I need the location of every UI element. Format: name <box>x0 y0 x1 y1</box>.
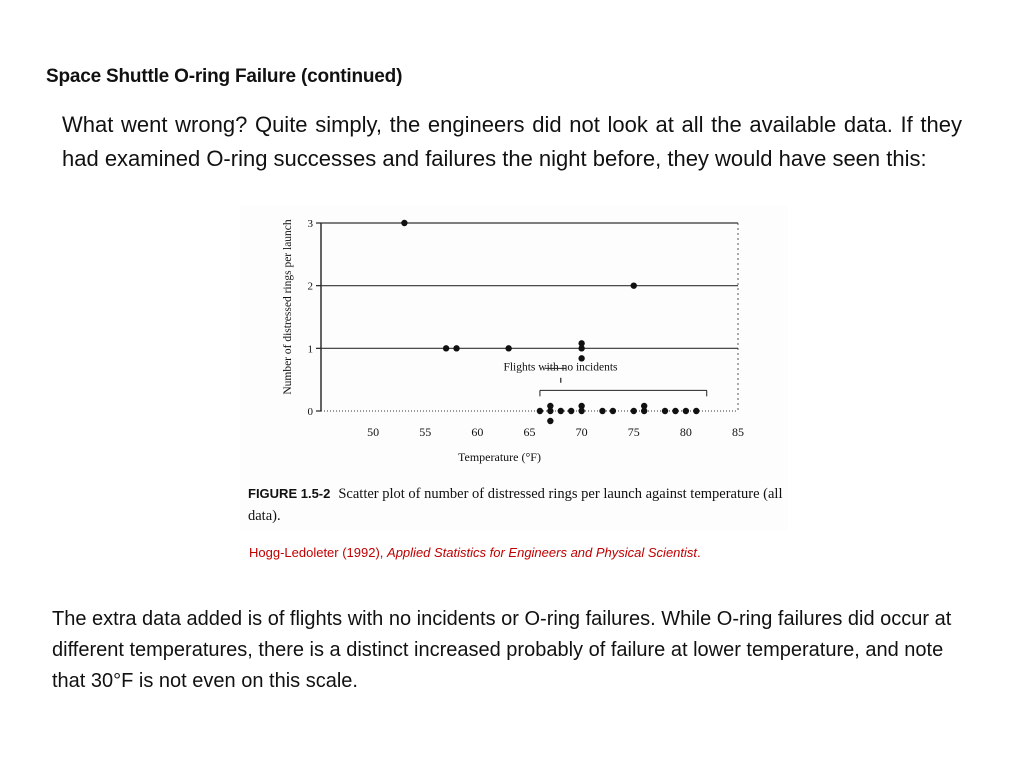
data-point <box>547 403 553 409</box>
scatter-chart <box>240 206 788 530</box>
figure-caption-text: Scatter plot of number of distressed rings per launch against temperature (all data). <box>248 486 783 524</box>
intro-paragraph: What went wrong? Quite simply, the engineers did not look at all the available data. If they had examined O-ring successes and failures the night before, they would have seen this: <box>62 112 962 171</box>
figure-image <box>240 206 788 530</box>
x-tick-label: 70 <box>575 425 588 439</box>
x-tick-label: 75 <box>627 425 640 439</box>
figure-label: FIGURE 1.5-2 <box>248 486 331 501</box>
data-point <box>568 408 574 414</box>
y-tick-label: 1 <box>307 343 313 356</box>
citation-prefix: Hogg-Ledoleter (1992), <box>249 545 388 560</box>
data-point <box>505 345 511 351</box>
citation-suffix: . <box>697 545 701 560</box>
conclusion-paragraph: The extra data added is of flights with no incidents or O-ring failures. While O-ring failures did occur at different temperatures, there is a distinct increased probably of failure at lower temperature, and note that 30°F is not even on this scale. <box>52 608 952 692</box>
y-tick-label: 0 <box>307 406 313 418</box>
y-tick-label: 2 <box>307 280 313 293</box>
data-point <box>578 340 584 346</box>
data-point <box>610 408 616 414</box>
data-point <box>662 408 668 414</box>
x-axis-label: Temperature (°F) <box>458 450 541 464</box>
x-tick-label: 60 <box>471 425 484 439</box>
data-point <box>578 403 584 409</box>
y-axis-label: Number of distressed rings per launch <box>282 219 294 395</box>
data-point <box>693 408 699 414</box>
x-tick-label: 55 <box>419 425 432 439</box>
data-point <box>537 408 543 414</box>
annotation-text: Flights with no incidents <box>503 361 618 374</box>
data-point <box>558 408 564 414</box>
slide-title: Space Shuttle O-ring Failure (continued) <box>46 66 403 87</box>
data-point <box>631 282 637 288</box>
data-point <box>401 220 407 226</box>
data-point <box>683 408 689 414</box>
x-tick-label: 80 <box>679 425 692 439</box>
data-point <box>547 418 553 424</box>
data-point <box>672 408 678 414</box>
citation <box>249 545 701 560</box>
data-point <box>578 355 584 361</box>
data-point <box>453 345 459 351</box>
citation-title: Applied Statistics for Engineers and Physical Scientist <box>387 545 698 560</box>
data-point <box>599 408 605 414</box>
x-tick-label: 85 <box>732 425 744 439</box>
data-point <box>443 345 449 351</box>
y-tick-label: 3 <box>307 218 313 230</box>
data-point <box>631 408 637 414</box>
x-tick-label: 65 <box>523 425 536 439</box>
data-point <box>641 403 647 409</box>
figure-caption <box>248 483 788 527</box>
x-tick-label: 50 <box>367 425 380 439</box>
